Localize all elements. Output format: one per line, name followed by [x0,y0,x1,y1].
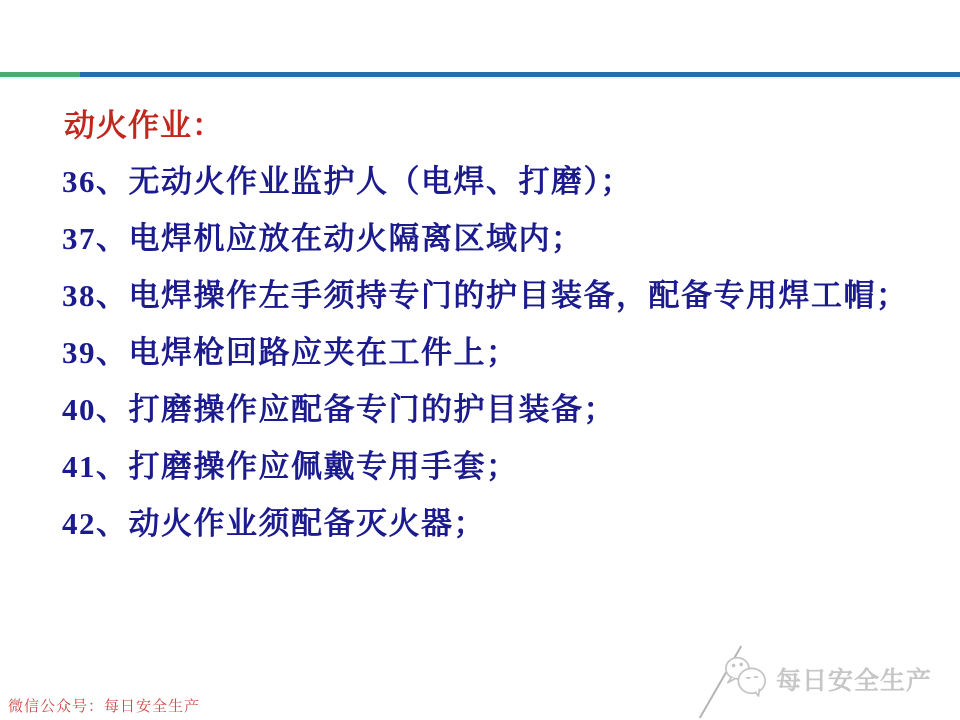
slide-title: 动火作业： [64,108,224,143]
list-item: 40、打磨操作应配备专门的护目装备； [62,392,616,427]
wechat-account-caption: 微信公众号：每日安全生产 [8,698,201,715]
watermark [723,654,932,703]
item-list [62,150,922,549]
list-item: 41、打磨操作应佩戴专用手套； [62,449,519,484]
list-item: 36、无动火作业监护人（电焊、打磨）； [62,164,633,199]
top-divider-glow [0,77,960,79]
list-item: 38、电焊操作左手须持专门的护目装备，配备专用焊工帽； [62,278,909,313]
top-divider-rule [0,72,960,77]
watermark-label: 每日安全生产 [775,666,932,695]
list-item: 42、动火作业须配备灭火器； [62,506,486,541]
list-item: 37、电焊机应放在动火隔离区域内； [62,221,584,256]
list-item: 39、电焊枪回路应夹在工件上； [62,335,519,370]
wechat-icon [723,654,769,703]
